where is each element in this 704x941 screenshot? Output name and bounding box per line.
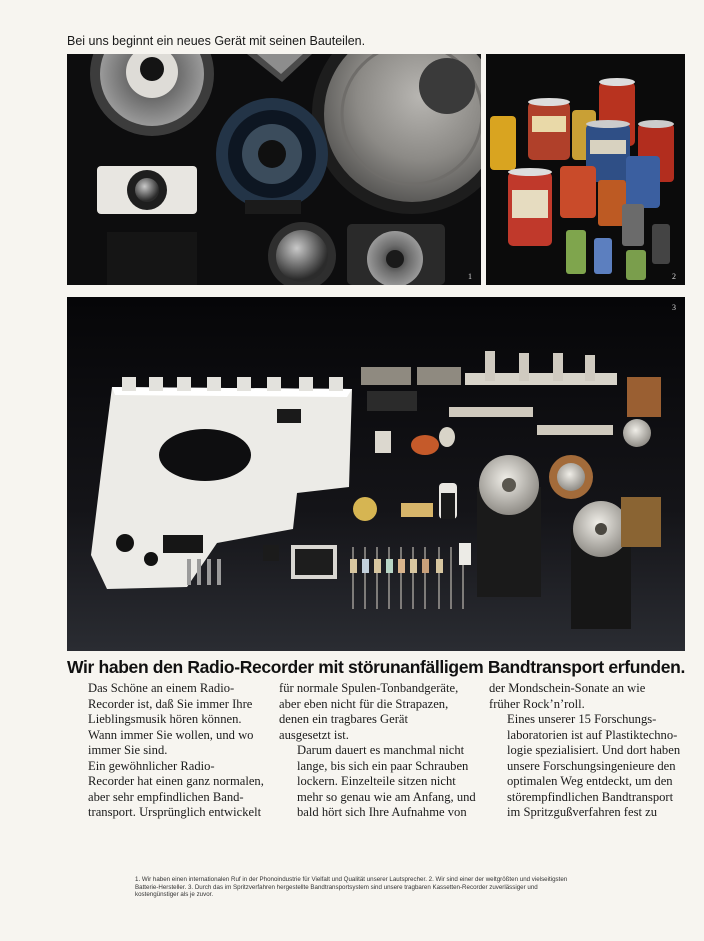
text-line: immer Sie sind.: [88, 743, 168, 757]
body-column-1: [70, 681, 268, 821]
paragraph: [70, 681, 268, 759]
text-line: Recorder ist, daß Sie immer Ihre: [88, 696, 253, 711]
paragraph: [489, 712, 687, 821]
text-line: unsere Forschungsingenieure den: [507, 758, 676, 773]
text-line: optimalen Weg entdeckt, um den: [507, 774, 673, 788]
text-line: denen ein tragbares Gerät: [279, 712, 409, 726]
text-line: aber sehr empfindlichen Band-: [88, 789, 244, 804]
body-column-2: [279, 681, 477, 821]
headline: Wir haben den Radio-Recorder mit störunanfälligem Bandtransport erfunden.: [67, 657, 685, 677]
footnote-line: 1. Wir haben einen internationalen Ruf in der Phonoindustrie für Vielfalt und Qualität unserer Lautsprecher. 2. Wir sind einer der weltgrößten und vielseitigsten: [135, 876, 568, 883]
paragraph: [279, 681, 477, 743]
text-line: Ein gewöhnlicher Radio-: [88, 758, 215, 773]
text-line: Das Schöne an einem Radio-: [88, 681, 235, 695]
footnote: [135, 876, 655, 899]
battery-photo: [486, 54, 685, 285]
speaker-photo: [67, 54, 481, 285]
photo-number-2: 2: [672, 272, 676, 281]
photo-number-3: 3: [672, 303, 676, 312]
components-photo: [67, 297, 685, 651]
text-line: ausgesetzt ist.: [279, 727, 349, 742]
text-line: Lieblingsmusik hören können.: [88, 712, 242, 726]
text-line: mehr so genau wie am Anfang, und: [297, 789, 476, 804]
text-line: lange, bis sich ein paar Schrauben: [297, 758, 469, 773]
text-line: Darum dauert es manchmal nicht: [297, 743, 465, 757]
kicker: Bei uns beginnt ein neues Gerät mit seinen Bauteilen.: [67, 34, 366, 48]
footnote-line: kostengünstiger als je zuvor.: [135, 891, 214, 899]
text-line: früher Rock’n’roll.: [489, 696, 585, 711]
text-line: lockern. Einzelteile sitzen nicht: [297, 774, 456, 788]
text-line: transport. Ursprünglich entwickelt: [88, 805, 262, 819]
footnote-line: Batterie-Hersteller. 3. Durch das im Spritzverfahren hergestellte Bandtransportsystem sind unsere tragbaren Kassetten-Recorder zuverlässiger und: [135, 883, 538, 891]
paragraph: [279, 743, 477, 821]
text-line: logie spezialisiert. Und dort haben: [507, 743, 681, 757]
text-line: im Spritzgußverfahren fest zu: [507, 805, 658, 819]
text-line: der Mondschein-Sonate an wie: [489, 681, 646, 695]
text-line: Wann immer Sie wollen, und wo: [88, 727, 254, 742]
text-line: Eines unserer 15 Forschungs-: [507, 712, 657, 726]
text-line: Recorder hat einen ganz normalen,: [88, 774, 264, 788]
paragraph: [489, 681, 687, 712]
text-line: für normale Spulen-Tonbandgeräte,: [279, 681, 459, 695]
text-line: laboratorien ist auf Plastiktechno-: [507, 727, 678, 742]
text-line: störempfindlichen Bandtransport: [507, 789, 674, 804]
text-line: bald hört sich Ihre Aufnahme von: [297, 805, 467, 819]
body-column-3: [489, 681, 687, 821]
text-line: aber eben nicht für die Strapazen,: [279, 696, 449, 711]
paragraph: [70, 759, 268, 821]
photo-number-1: 1: [468, 272, 472, 281]
